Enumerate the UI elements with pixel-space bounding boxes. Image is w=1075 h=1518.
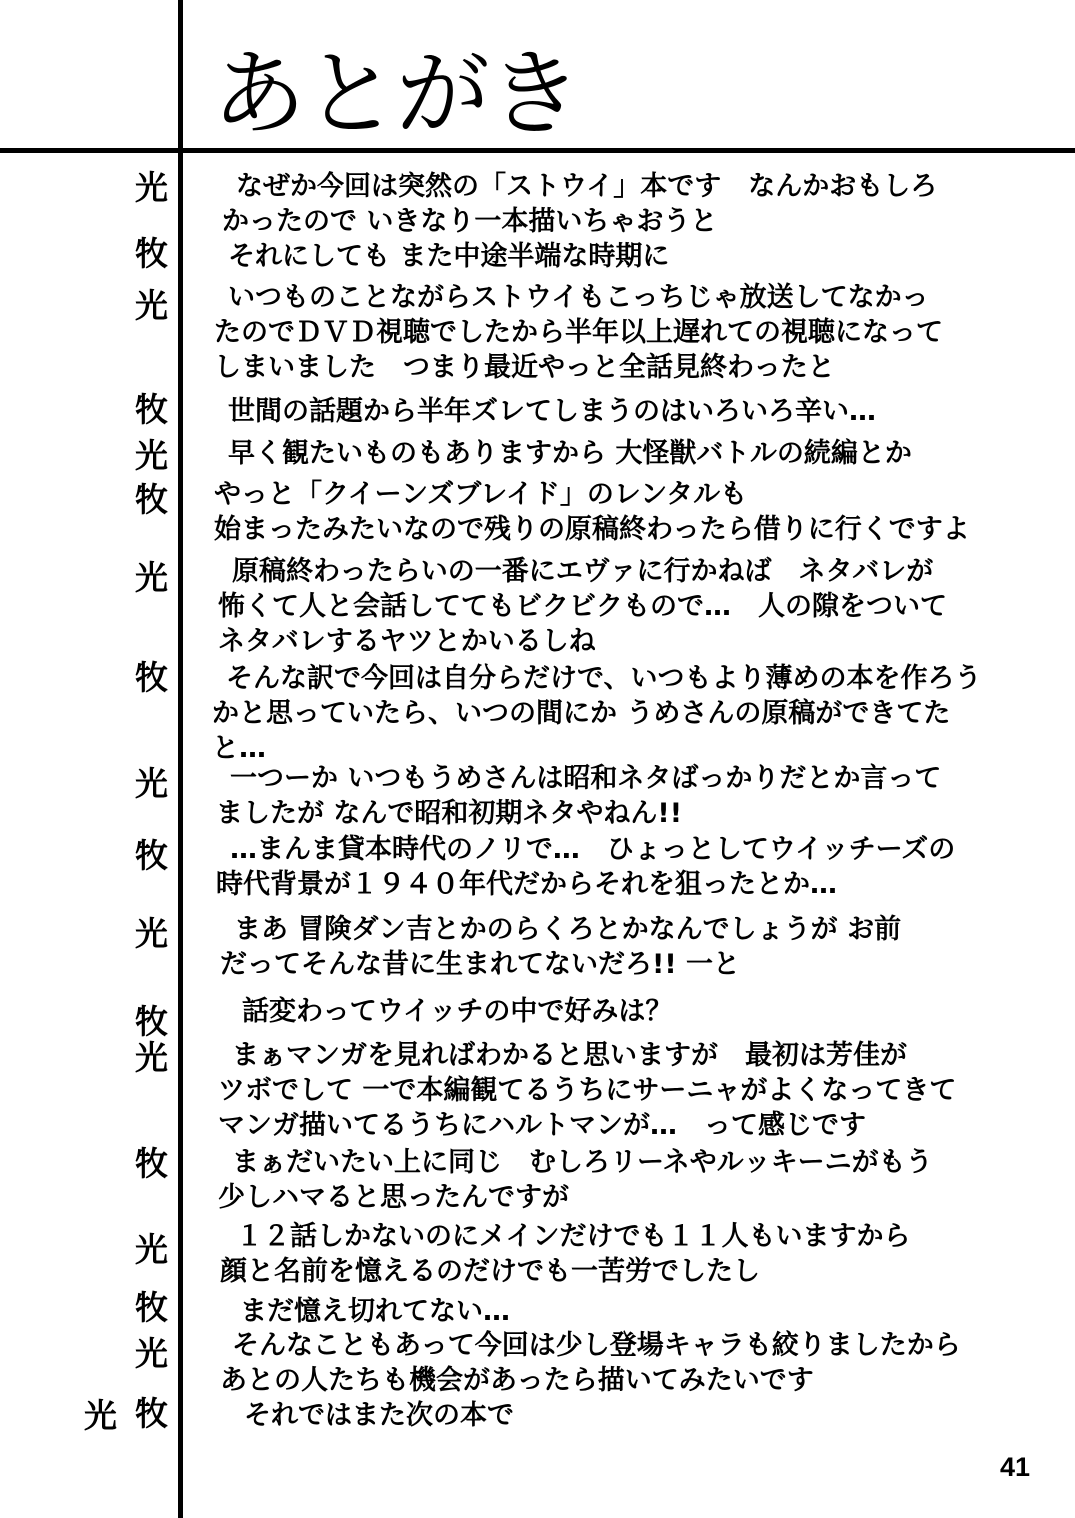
text-line: 一つーか いつもうめさんは昭和ネタばっかりだとか言って <box>230 763 942 794</box>
speaker-label: 光 <box>135 436 168 475</box>
speaker-label: 牧 <box>135 390 168 429</box>
speaker-label: 牧 <box>135 480 168 519</box>
text-line: ネタバレするヤツとかいるしね <box>218 626 596 657</box>
text-line: 早く観たいものもありますから 大怪獣バトルの続編とか <box>228 438 912 469</box>
text-line: かと思っていたら、いつの間にか うめさんの原稿ができてた <box>212 698 951 729</box>
speaker-label: 光 <box>135 914 168 953</box>
text-line: だってそんな昔に生まれてないだろ!! 一と <box>220 949 741 980</box>
text-line: マンガ描いてるうちにハルトマンが… って感じです <box>218 1110 866 1141</box>
speaker-label: 牧 <box>135 1002 168 1041</box>
text-line: それにしても また中途半端な時期に <box>228 241 670 272</box>
vertical-rule <box>178 0 183 1518</box>
speaker-label: 光 <box>135 1038 168 1077</box>
text-line: それではまた次の本で <box>244 1400 514 1431</box>
text-line: 少しハマると思ったんですが <box>218 1182 569 1213</box>
text-line: まぁマンガを見ればわかると思いますが 最初は芳佳が <box>232 1040 907 1071</box>
text-line: なぜか今回は突然の「ストウイ」本です なんかおもしろ <box>236 171 938 202</box>
text-line: と… <box>212 733 266 764</box>
text-line: まだ憶え切れてない… <box>240 1296 510 1327</box>
speaker-label: 牧 <box>135 836 168 875</box>
text-line: かったので いきなり一本描いちゃおうと <box>222 206 718 237</box>
text-line: 話変わってウイッチの中で好みは？ <box>242 996 673 1027</box>
speaker-label: 牧 <box>135 658 168 697</box>
text-line: １２話しかないのにメインだけでも１１人もいますから <box>236 1221 911 1252</box>
text-line: 時代背景が１９４０年代だからそれを狙ったとか… <box>216 869 837 900</box>
page-title: あとがき <box>212 40 581 149</box>
text-line: 世間の話題から半年ズレてしまうのはいろいろ辛い… <box>228 396 876 427</box>
speaker-label: 光 <box>135 764 168 803</box>
text-line: たのでＤＶＤ視聴でしたから半年以上遅れての視聴になって <box>214 317 943 348</box>
text-line: そんな訳で今回は自分らだけで、いつもより薄めの本を作ろう <box>226 663 982 694</box>
text-line: ましたが なんで昭和初期ネタやねん!! <box>216 798 683 829</box>
text-line: しまいました つまり最近やっと全話見終わったと <box>214 352 835 383</box>
speaker-label: 牧 <box>135 1144 168 1183</box>
text-line: 原稿終わったらいの一番にエヴァに行かねば ネタバレが <box>232 556 934 587</box>
speaker-label: 牧 <box>135 1288 168 1327</box>
page-number: 41 <box>1000 1452 1031 1482</box>
speaker-label: 光 <box>135 558 168 597</box>
speaker-label: 光 <box>135 168 168 207</box>
text-line: 始まったみたいなので残りの原稿終わったら借りに行くですよ <box>214 514 970 545</box>
speaker-label: 光 <box>135 1334 168 1373</box>
text-line: 怖くて人と会話しててもビクビクもので… 人の隙をついて <box>218 591 947 622</box>
text-line: そんなこともあって今回は少し登場キャラも絞りましたから <box>232 1330 961 1361</box>
text-line: やっと「クイーンズブレイド」のレンタルも <box>214 479 748 510</box>
speaker-label: 牧 <box>135 234 168 273</box>
text-line: 顔と名前を憶えるのだけでも一苦労でしたし <box>220 1256 760 1287</box>
speaker-label: 光 <box>135 286 168 325</box>
speaker-label: 光 <box>84 1396 117 1435</box>
text-line: まあ 冒険ダン吉とかのらくろとかなんでしょうが お前 <box>234 914 902 945</box>
text-line: ツボでして 一で本編観てるうちにサーニャがよくなってきて <box>218 1075 957 1106</box>
text-line: まぁだいたい上に同じ むしろリーネやルッキーニがもう <box>232 1147 933 1178</box>
text-line: いつものことながらストウイもこっちじゃ放送してなかっ <box>228 282 929 313</box>
speaker-label: 光 <box>135 1230 168 1269</box>
speaker-label: 牧 <box>135 1394 168 1433</box>
text-line: …まんま貸本時代のノリで… ひょっとしてウイッチーズの <box>230 834 956 865</box>
text-line: あとの人たちも機会があったら描いてみたいです <box>220 1365 814 1396</box>
